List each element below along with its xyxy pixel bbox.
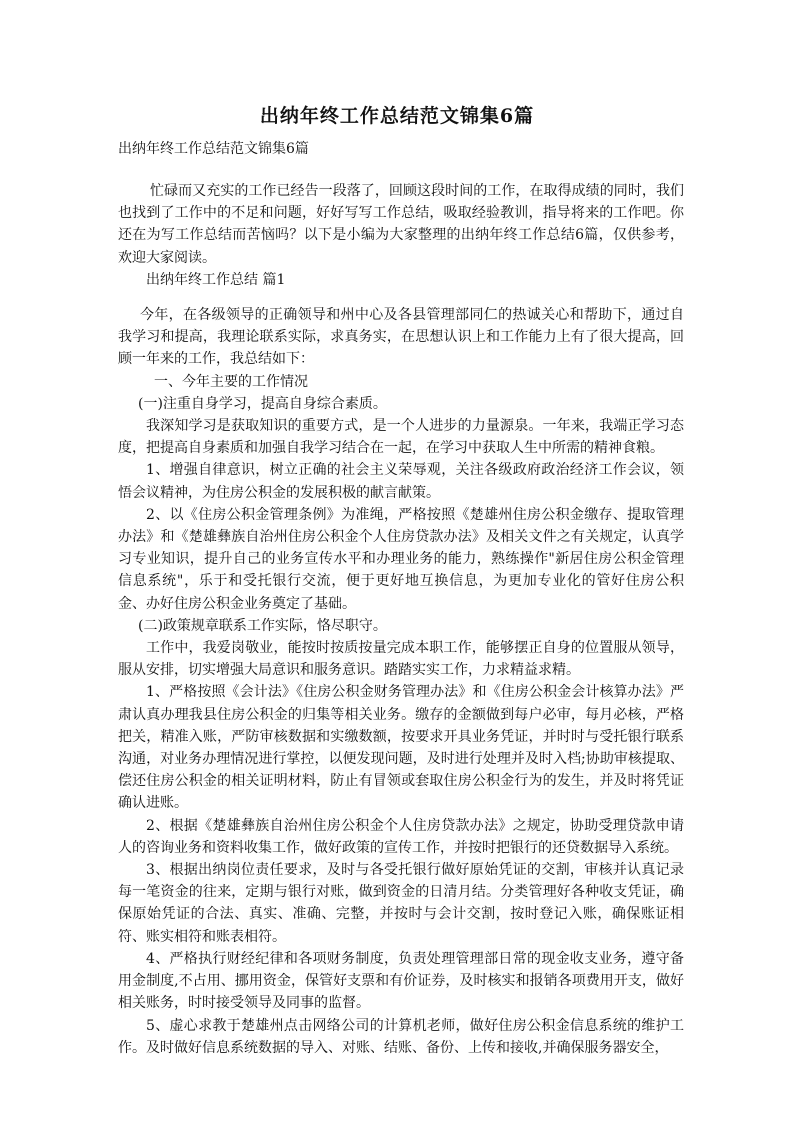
paragraph: 我深知学习是获取知识的重要方式，是一个人进步的力量源泉。一年来，我端正学习态度，把提高自身素质和加强自我学习结合在一起，在学习中获取人生中所需的精神食粮。 xyxy=(118,418,684,457)
intro-block xyxy=(118,180,684,291)
paragraph: 今年，在各级领导的正确领导和州中心及各县管理部同仁的热诚关心和帮助下，通过自我学习和提高，我理论联系实际，求真务实，在思想认识上和工作能力上有了很大提高，回顾一年来的工作，我总结如下： xyxy=(118,307,684,368)
list-item: 5、虚心求教于楚雄州点击网络公司的计算机老师，做好住房公积金信息系统的维护工作。及时做好信息系统数据的导入、对账、结账、备份、上传和接收,并确保服务器安全， xyxy=(118,1017,684,1056)
paragraph: 工作中，我爱岗敬业，能按时按质按量完成本职工作，能够摆正自身的位置服从领导，服从安排，切实增强大局意识和服务意识。踏踏实实工作，力求精益求精。 xyxy=(118,640,684,679)
list-item: 2、以《住房公积金管理条例》为准绳，严格按照《楚雄州住房公积金缴存、提取管理办法》和《楚雄彝族自治州住房公积金个人住房贷款办法》及相关文件之有关规定，认真学习专业知识，提升自己的业务宣传水平和办理业务的能力，熟练操作"新居住房公积金管理信息系统"，乐于和受托银行交流，便于更好地互换信息，为更加专业化的管好住房公积金、办好住房公积金业务奠定了基础。 xyxy=(118,506,684,612)
intro-paragraph: 忙碌而又充实的工作已经告一段落了，回顾这段时间的工作，在取得成绩的同时，我们也找到了工作中的不足和问题，好好写写工作总结，吸取经验教训，指导将来的工作吧。你还在为写工作总结而苦恼吗？以下是小编为大家整理的出纳年终工作总结6篇，仅供参考，欢迎大家阅读。 xyxy=(118,183,684,266)
list-item: 1、严格按照《会计法》《住房公积金财务管理办法》和《住房公积金会计核算办法》严肃认真办理我县住房公积金的归集等相关业务。缴存的金额做到每户必审，每月必核，严格把关，精准入账，严防审核数据和实缴数额，按要求开具业务凭证，并时时与受托银行联系沟通，对业务办理情况进行掌控，以便发现问题，及时进行处理并及时入档;协助审核提取、偿还住房公积金的相关证明材料，防止有冒领或套取住房公积金行为的发生，并及时将凭证确认进账。 xyxy=(118,684,684,812)
heading-level-2: (二)政策规章联系工作实际，恪尽职守。 xyxy=(138,617,387,634)
list-item: 3、根据出纳岗位责任要求，及时与各受托银行做好原始凭证的交割，审核并认真记录每一笔资金的往来，定期与银行对账，做到资金的日清月结。分类管理好各种收支凭证，确保原始凭证的合法、真实、准确、完整，并按时与会计交割，按时登记入账，确保账证相符、账实相符和账表相符。 xyxy=(118,862,684,945)
document-title: 出纳年终工作总结范文锦集6篇 xyxy=(259,105,535,127)
heading-level-2: (一)注重自身学习，提高自身综合素质。 xyxy=(138,395,387,412)
heading-level-1: 一、今年主要的工作情况 xyxy=(154,373,308,390)
list-item: 1、增强自律意识，树立正确的社会主义荣辱观，关注各级政府政治经济工作会议，领悟会议精神，为住房公积金的发展积极的献言献策。 xyxy=(118,462,684,501)
section-body xyxy=(118,304,684,1059)
document-subtitle: 出纳年终工作总结范文锦集6篇 xyxy=(118,141,309,157)
list-item: 2、根据《楚雄彝族自治州住房公积金个人住房贷款办法》之规定，协助受理贷款申请人的咨询业务和资料收集工作，做好政策的宣传工作，并按时把银行的还贷数据导入系统。 xyxy=(118,817,684,856)
list-item: 4、严格执行财经纪律和各项财务制度，负责处理管理部日常的现金收支业务，遵守备用金制度,不占用、挪用资金，保管好支票和有价证券，及时核实和报销各项费用开支，做好相关账务，时时接受领导及同事的监督。 xyxy=(118,950,684,1012)
section-heading: 出纳年终工作总结 篇1 xyxy=(146,271,286,288)
